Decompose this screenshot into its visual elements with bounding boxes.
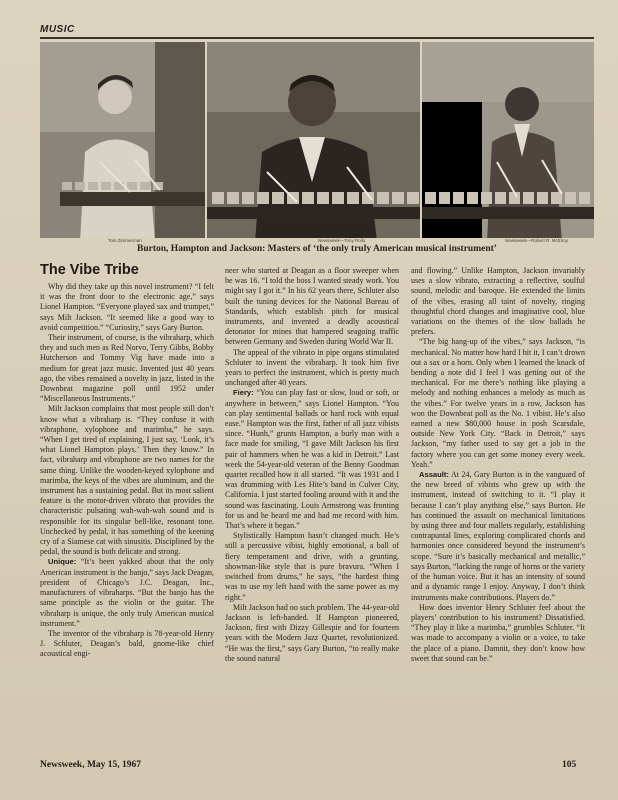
footer-issue: Newsweek, May 15, 1967 xyxy=(40,760,142,770)
photo-hampton-image xyxy=(207,42,420,238)
subhead-assault: Assault: xyxy=(419,470,449,480)
paragraph: Their instrument, of course, is the vibraharp, which they and such men as Red Norvo, Terry Gibbs, Bobby Hutcherson and Tommy Vig have made into a medium for great jazz music. Invented just 40 years ago, the vibes remained a novelty in jazz, listed in the Downbeat magazine poll until 1952 under “Miscellaneous Instruments.” xyxy=(40,333,214,404)
article-column-2 xyxy=(225,266,399,664)
photo-caption: Burton, Hampton and Jackson: Masters of ‘the only truly American musical instrument’ xyxy=(137,244,497,254)
photo-jackson-image xyxy=(422,42,594,238)
paragraph: neer who started at Deagan as a floor sweeper when he was 16. “I told the boss I wanted steady work. You might say I got it.” In his 62 years there, Schluter also built the tuning devices for the National Bureau of Standards, which establish pitch for musical instruments, and invented a deadly acoustical detonator for mines that hampered seagoing traffic between Germany and Sweden during World War II. xyxy=(225,266,399,347)
photo-jackson xyxy=(422,42,594,238)
paragraph xyxy=(225,388,399,531)
paragraph: How does inventor Henry Schluter feel about the players’ contribution to his instrument? Dissatisfied. “They play it like a marimba,” grumbles Schluter. “It was made to accompany a violin or a voice, to take the place of a piano. Damnit, they don’t know how sweet that sound can be.” xyxy=(411,602,585,663)
paragraph-text: “It’s been yakked about that the only American instrument is the banjo,” says Jack Deagan, president of Chicago’s J.C. Deagan, Inc., manufacturers of vibraharps. “But the banjo has the same principle as the violin or the guitar. The vibraharp is unique, the only truly American musical instrument.” xyxy=(40,557,214,628)
article-headline: The Vibe Tribe xyxy=(40,262,139,278)
paragraph: Milt Jackson had no such problem. The 44-year-old Jackson is left-handed. If Hampton pioneered, Jackson, first with Dizzy Gillespie and for fourteen years with the Modern Jazz Quartet, revolutionized. “He was the first,” says Gary Burton, “to really make the sound natural xyxy=(225,602,399,663)
photo-burton xyxy=(40,42,205,238)
article-column-3 xyxy=(411,266,585,664)
page-number: 105 xyxy=(562,760,577,770)
paragraph: Milt Jackson complains that most people still don’t know what a vibraharp is. “They confuse it with vibraphone, xylophone and marimba,” he says. “When I get tired of explaining, I just say, ‘Look, it’s what Lionel Hampton plays.’ Then they know.” In fact, vibraharp and vibraphone are two names for the same thing. Unlike the wooden-keyed xylophone and marimba, the keys of the vibes are aluminum, and the instrument has a sustaining pedal. But its most salient feature is the motor-driven vibrato that provides the characteristic pulsating wah-wah-wah sound and is responsible for its singular bell-like, resonant tone. Unchecked by pedal, it has something of the keening cry of a Siamese cat with sinusitis. Disciplined by the pedal, the sound is both delicate and strong. xyxy=(40,404,214,557)
article-column-1 xyxy=(40,282,214,660)
paragraph: The inventor of the vibraharp is 78-year-old Henry J. Schluter, Deagan’s bald, gnome-like chief acoustical engi- xyxy=(40,628,214,659)
subhead-unique: Unique: xyxy=(48,557,77,567)
section-label: MUSIC xyxy=(40,24,75,35)
paragraph: Stylistically Hampton hasn’t changed much. He’s still a percussive vibist, highly emotional, a ball of fiery temperament and drive, with a grunting, showman-like style that is pure bravura. “When I switched from drums,” he says, “the hardest thing was to use my left hand with the same power as my right.” xyxy=(225,531,399,602)
photo-burton-image xyxy=(40,42,205,238)
paragraph: Why did they take up this novel instrument? “I felt it was the front door to the electronic age,” says Lionel Hampton. “Everyone played sax and trumpet,” says Milt Jackson. “It seemed like a good way to avoid competition.” “Curiosity,” says Gary Burton. xyxy=(40,282,214,332)
paragraph-text: “You can play fast or slow, loud or soft, or anywhere in between,” says Lionel Hampton. “You can play sentimental ballads or hard rock with equal ease.” Hampton was the first, father of all jazz vibists since. “Hunh,” grunts Hampton, a burly man with a face made for smiling, “I gave Milt Jackson his first pair of hammers when he was a kid in Detroit.” Last week the 54-year-old veteran of the Benny Goodman quartet recalled how it all started. “It was 1931 and I was drumming with Les Hite’s band in Culver City, California. I just started fooling around with it and the sound was fascinating. Louis Armstrong was fronting for us and he heard me and had me record with him. That’s where it began.” xyxy=(225,388,399,531)
paragraph xyxy=(411,470,585,603)
paragraph xyxy=(40,557,214,628)
subhead-fiery: Fiery: xyxy=(233,388,254,398)
photo-hampton xyxy=(207,42,420,238)
photo-credit-1: Tom Zimmerman xyxy=(108,238,142,243)
paragraph: and flowing.” Unlike Hampton, Jackson invariably uses a slow vibrato, extracting a reflective, soulful sound, melodic and baroque. He extended the limits of the vibes, erasing all taint of novelty, ringing thoughtful chord changes and imaginative cool, blue variations on the themes of the slow ballads he prefers. xyxy=(411,266,585,337)
photo-credit-2: Newsweek—Tony Rollo xyxy=(318,238,366,243)
top-rule xyxy=(40,37,594,39)
paragraph: “The big hang-up of the vibes,” says Jackson, “is mechanical. No matter how hard I hit it, I can’t drown out a sax or a horn. Only when I learned the knack of bending a note did I feel I was getting out of the mechanical. For me there’s nothing like playing a melody and nothing enhances a melody as much as the vibes.” For twelve years in a row, Jackson has won the Downbeat poll as the No. 1 vibist. He’s also earned a new $80,000 house in posh Scarsdale, outside New York City. “Back in Detroit,” says Jackson, “my father used to say get a job in the factory where you can get some money every week. Yeah.” xyxy=(411,337,585,469)
paragraph: The appeal of the vibrato in pipe organs stimulated Schluter to invent the vibraharp. It took him five years to perfect the instrument, which is pretty much unchanged after 40 years. xyxy=(225,347,399,388)
paragraph-text: At 24, Gary Burton is in the vanguard of the new breed of vibists who grew up with the instrument, instead of switching to it. “I play it because I can’t play anything else,” says Burton. He has continued the assault on mechanical limitations by using three and four mallets regularly, establishing contrapuntal lines, exploring complicated chords and harmonies once considered beyond the instrument’s scope. “Sure it’s basically mechanical and metallic,” says Burton, “lacking the range of horns or the variety of the human voice. But it has an intensity of sound and a dynamic range I enjoy. Anyway, I don’t think instruments make contributions. Players do.” xyxy=(411,470,585,602)
photo-credit-3: Newsweek—Robert R. McElroy xyxy=(505,238,569,243)
